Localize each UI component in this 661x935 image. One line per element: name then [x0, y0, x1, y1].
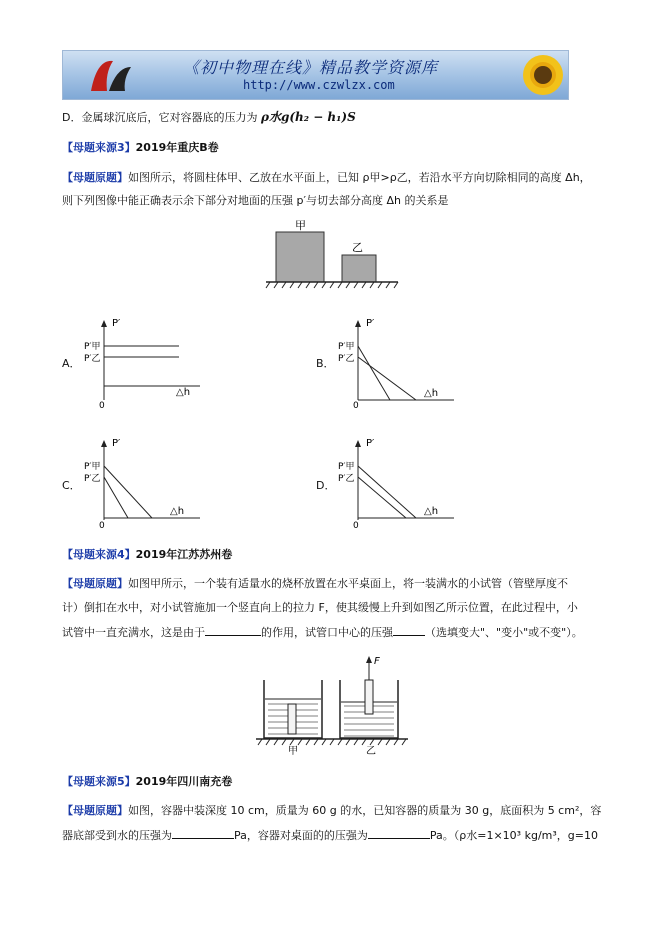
graph-d-y-label: P′ — [366, 438, 375, 449]
question-5-tag: 【母题原题】 — [62, 804, 128, 817]
banner-title: 《初中物理在线》精品教学资源库 — [183, 58, 439, 77]
option-d-line — [62, 110, 356, 125]
source-5 — [62, 774, 232, 789]
answer-blank-5b[interactable] — [368, 827, 430, 839]
graph-d-line-yi — [358, 477, 406, 518]
sunflower-icon — [518, 51, 568, 99]
graph-b-line-jia — [358, 346, 390, 400]
graph-c-p-yi: P′乙 — [84, 474, 101, 484]
cylinder-jia-label: 甲 — [295, 219, 306, 232]
graph-b-p-jia: P′甲 — [338, 342, 355, 352]
graph-c-y-label: P′ — [112, 438, 121, 449]
graph-d — [336, 434, 466, 532]
ground-hatch — [266, 282, 398, 288]
beaker-jia — [264, 680, 322, 738]
source-3-text: 2019年重庆B卷 — [135, 141, 219, 154]
graph-d-x-label: △h — [424, 506, 439, 517]
graph-b — [336, 314, 466, 412]
cylinders-figure — [262, 214, 402, 294]
question-4-line2: 计）倒扣在水中，对小试管施加一个竖直向上的拉力 F，使其缓慢上升到如图乙所示位置，在此过程中，小 — [62, 601, 578, 614]
graph-d-p-jia: P′甲 — [338, 462, 355, 472]
test-tube-jia — [288, 704, 296, 734]
question-4-line1: 【母题原题】如图甲所示，一个装有适量水的烧杯放置在水平桌面上，将一装满水的小试管（管壁厚度不 — [62, 577, 568, 590]
beaker-yi-label: 乙 — [366, 746, 376, 756]
cylinder-yi-label: 乙 — [352, 241, 363, 254]
option-d-text: D．金属球沉底后，它对容器底的压力为 — [62, 111, 258, 124]
source-4-text: 2019年江苏苏州卷 — [135, 548, 233, 561]
answer-blank-5a[interactable] — [172, 827, 234, 839]
graph-b-line-yi — [358, 357, 416, 400]
beaker-jia-label: 甲 — [288, 746, 298, 756]
graph-a-p-yi: P′乙 — [84, 354, 101, 364]
beakers-figure — [252, 652, 412, 756]
option-c-label: C． — [62, 479, 81, 492]
option-b-label: B． — [316, 357, 335, 370]
graph-d-p-yi: P′乙 — [338, 474, 355, 484]
question-3-line1: 【母题原题】如图所示，将圆柱体甲、乙放在水平面上，已知 ρ甲>ρ乙，若沿水平方向切除相同的高度 Δh， — [62, 171, 591, 184]
test-tube-yi — [365, 680, 373, 714]
option-a-label: A． — [62, 357, 81, 370]
cylinder-yi — [342, 255, 376, 282]
source-3-tag: 【母题来源3】 — [62, 141, 136, 154]
graph-a-p-jia: P′甲 — [84, 342, 101, 352]
banner-url: http://www.czwlzx.com — [243, 78, 395, 92]
graph-d-origin: 0 — [353, 521, 359, 531]
source-3 — [62, 140, 219, 155]
graph-b-p-yi: P′乙 — [338, 354, 355, 364]
graph-b-y-label: P′ — [366, 318, 375, 329]
question-3-tag: 【母题原题】 — [62, 171, 128, 184]
source-4 — [62, 547, 232, 562]
graph-d-line-jia — [358, 466, 416, 518]
table-hatch — [258, 739, 406, 745]
source-5-tag: 【母题来源5】 — [62, 775, 136, 788]
graph-c-line-jia — [104, 466, 152, 518]
cylinder-jia — [276, 232, 324, 282]
answer-blank-4a[interactable] — [205, 624, 261, 636]
answer-blank-4b[interactable] — [393, 624, 425, 636]
header-banner — [62, 50, 569, 100]
graph-a — [82, 314, 212, 412]
graph-b-x-label: △h — [424, 388, 439, 399]
pressure-formula: ρ水g(h₂ − h₁)S — [260, 110, 356, 124]
graph-b-origin: 0 — [353, 401, 359, 411]
graph-a-origin: 0 — [99, 401, 105, 411]
source-5-text: 2019年四川南充卷 — [135, 775, 233, 788]
graph-c-p-jia: P′甲 — [84, 462, 101, 472]
beaker-yi — [340, 656, 398, 738]
question-3-line2: 则下列图像中能正确表示余下部分对地面的压强 p′与切去部分高度 Δh 的关系是 — [62, 194, 449, 207]
question-5-line2: 器底部受到水的压强为 Pa，容器对桌面的的压强为 Pa。（ρ水=1×10³ kg/m³，g=10 — [62, 829, 598, 842]
graph-c-origin: 0 — [99, 521, 105, 531]
graph-c — [82, 434, 212, 532]
graph-c-x-label: △h — [170, 506, 185, 517]
logo-icon — [83, 53, 143, 97]
question-4-tag: 【母题原题】 — [62, 577, 128, 590]
graph-a-x-label: △h — [176, 387, 191, 398]
source-4-tag: 【母题来源4】 — [62, 548, 136, 561]
question-4-line3: 试管中一直充满水，这是由于 的作用，试管口中心的压强 （选填变大"、"变小"或不变"）。 — [62, 626, 583, 639]
graph-c-line-yi — [104, 477, 128, 518]
graph-a-y-label: P′ — [112, 318, 121, 329]
force-label: F — [374, 656, 380, 667]
option-d-label: D． — [316, 479, 336, 492]
question-5-line1: 【母题原题】如图，容器中装深度 10 cm，质量为 60 g 的水，已知容器的质量为 30 g，底面积为 5 cm²，容 — [62, 804, 602, 817]
